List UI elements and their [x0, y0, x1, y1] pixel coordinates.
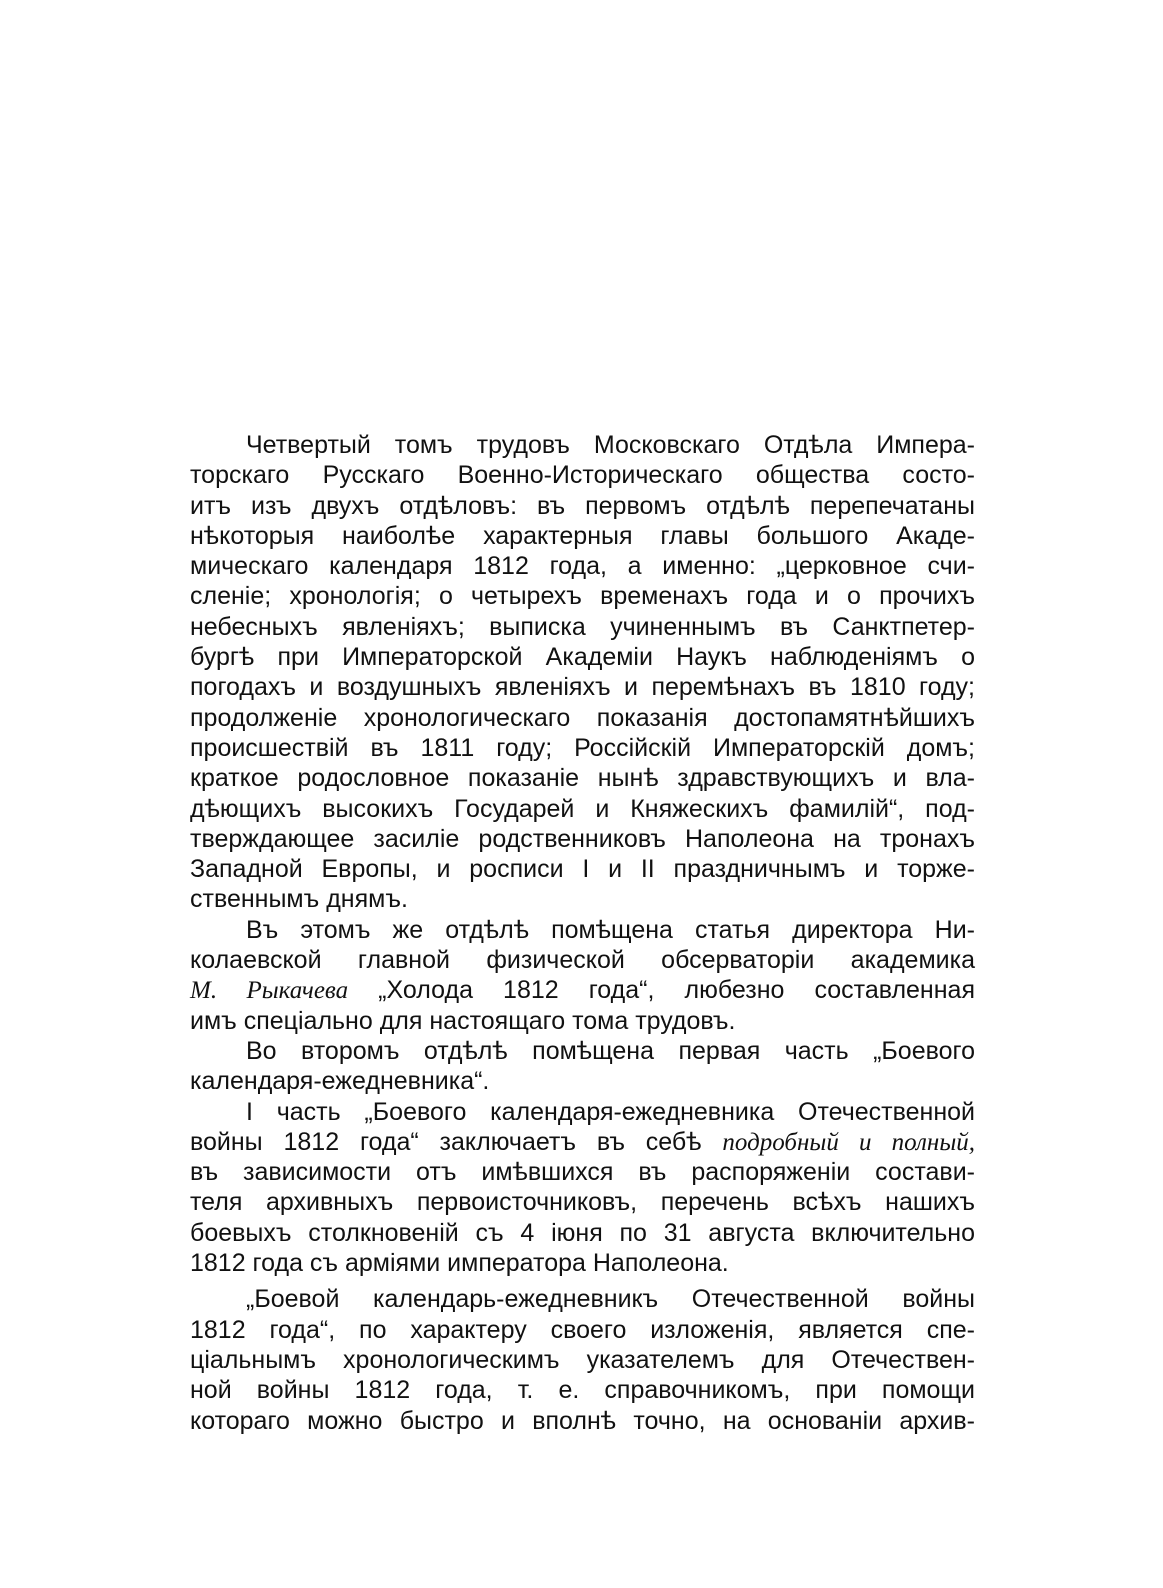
paragraph-2 [190, 915, 975, 1036]
text-line: 1812 года съ арміями императора Наполеона. [190, 1249, 729, 1278]
text-line: нѣкоторыя наиболѣе характерныя главы большого Акаде- [190, 521, 975, 550]
paragraph-4 [190, 1097, 975, 1279]
paragraph-5 [190, 1284, 975, 1435]
author-name: М. Рыкачева [190, 977, 349, 1005]
text-line: тверждающее засиліе родственниковъ Наполеона на тронахъ [190, 824, 975, 853]
text-line: 1812 года“, по характеру своего изложенія, является спе- [190, 1315, 975, 1344]
body-text [190, 430, 975, 1436]
text-line-with-emphasis [190, 1127, 975, 1157]
text-line: имъ спеціально для настоящаго тома трудовъ. [190, 1006, 736, 1035]
text-line: ной войны 1812 года, т. е. справочникомъ, при помощи [190, 1376, 975, 1405]
paragraph-1 [190, 430, 975, 915]
text-line: мическаго календаря 1812 года, а именно: „церковное счи- [190, 552, 975, 581]
text-line: боевыхъ столкновеній съ 4 іюня по 31 августа включительно [190, 1218, 975, 1247]
text-line: дѣющихъ высокихъ Государей и Княжескихъ фамилій“, под- [190, 794, 975, 823]
text-line: итъ изъ двухъ отдѣловъ: въ первомъ отдѣлѣ перепечатаны [190, 491, 975, 520]
paragraph-3 [190, 1036, 975, 1097]
text-line: бургѣ при Императорской Академіи Наукъ наблюденіямъ о [190, 643, 975, 672]
text-line: сленіе; хронологія; о четырехъ временахъ года и о прочихъ [190, 582, 975, 611]
text-line: происшествій въ 1811 году; Россійскій Императорскій домъ; [190, 733, 975, 762]
text-line: колаевской главной физической обсерваторіи академика [190, 946, 975, 975]
text-line: Въ этомъ же отдѣлѣ помѣщена статья директора Ни- [246, 915, 975, 944]
text-line: Четвертый томъ трудовъ Московскаго Отдѣла Импера- [246, 431, 975, 459]
text-line: погодахъ и воздушныхъ явленіяхъ и перемѣнахъ въ 1810 году; [190, 673, 975, 702]
text-line: Во второмъ отдѣлѣ помѣщена первая часть „Боевого [246, 1036, 975, 1065]
text-line: ціальнымъ хронологическимъ указателемъ для Отечествен- [190, 1345, 975, 1374]
article-title-text: „Холода 1812 года“, любезно составленная [348, 976, 975, 1005]
text-segment: войны 1812 года“ заключаетъ въ себѣ [190, 1127, 723, 1156]
text-line: котораго можно быстро и вполнѣ точно, на основаніи архив- [190, 1406, 975, 1435]
text-line: Западной Европы, и росписи I и II праздничнымъ и торже- [190, 855, 975, 884]
text-line: продолженіе хронологическаго показанія достопамятнѣйшихъ [190, 703, 975, 732]
text-line: I часть „Боевого календаря-ежедневника Отечественной [246, 1097, 975, 1126]
text-line: календаря-ежедневника“. [190, 1067, 490, 1096]
text-line: небесныхъ явленіяхъ; выписка учиненнымъ въ Санктпетер- [190, 612, 975, 641]
text-line: торскаго Русскаго Военно-Историческаго общества состо- [190, 461, 975, 490]
text-line-with-author [190, 975, 975, 1005]
text-line: теля архивныхъ первоисточниковъ, перечень всѣхъ нашихъ [190, 1188, 975, 1217]
text-line: краткое родословное показаніе нынѣ здравствующихъ и вла- [190, 764, 975, 793]
emphasis-text: подробный и полный, [722, 1128, 975, 1156]
text-line: въ зависимости отъ имѣвшихся въ распоряженіи состави- [190, 1158, 975, 1187]
text-line: ственнымъ днямъ. [190, 885, 408, 914]
text-line: „Боевой календарь-ежедневникъ Отечественной войны [246, 1285, 975, 1314]
